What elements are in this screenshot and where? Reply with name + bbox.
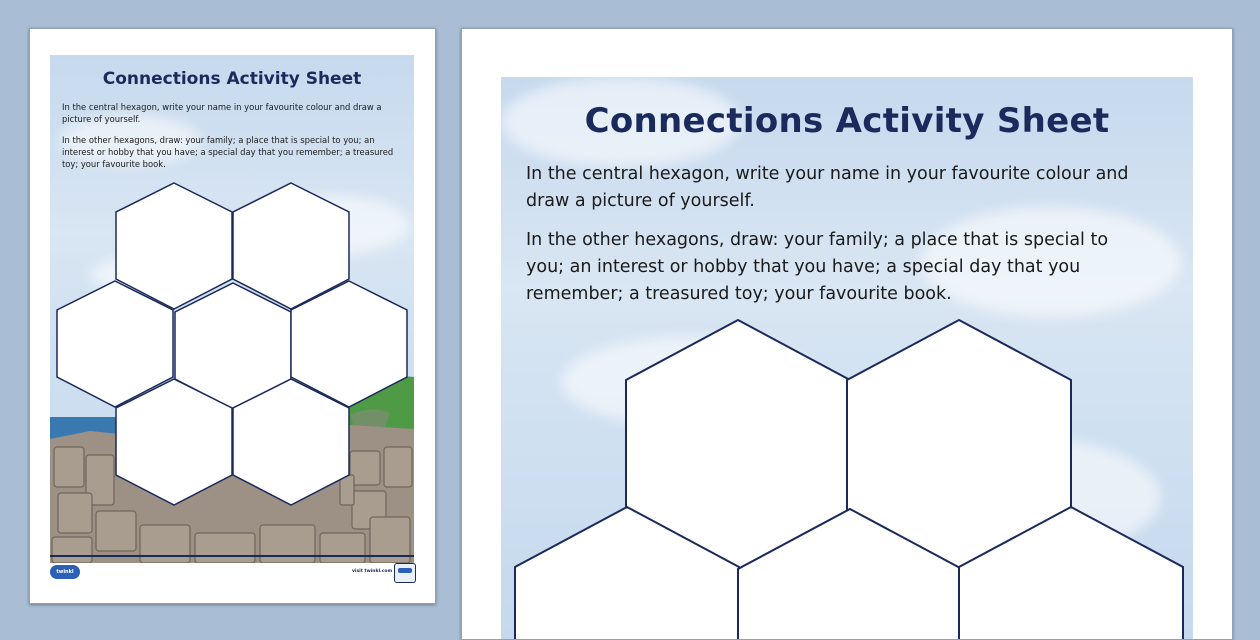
footer-divider (50, 555, 414, 557)
instruction-other-hexagons-zoomed: In the other hexagons, draw: your family; a place that is special to you; an interest or hobby that you have; a special day that you remember; a treasured toy; your favourite book. (526, 230, 1109, 304)
hexagon-grid-zoomed (515, 320, 1183, 640)
visit-website-text: visit twinkl.com (352, 569, 393, 574)
instruction-central-hexagon: In the central hexagon, write your name in your favourite colour and draw a picture of yourself. (62, 102, 382, 124)
sheet-title: Connections Activity Sheet (102, 69, 362, 89)
instruction-central-hexagon-zoomed: In the central hexagon, write your name in your favourite colour and draw a picture of yourself. (526, 164, 1129, 211)
sky-background-zoomed (501, 77, 1193, 640)
quality-badge-icon (394, 563, 416, 583)
activity-sheet-zoomed (461, 28, 1233, 640)
instruction-other-hexagons: In the other hexagons, draw: your family; a place that is special to you; an interest or hobby that you have; a special day that you remember; a treasured toy; your favourite book. (62, 135, 394, 169)
sheet-title-zoomed: Connections Activity Sheet (584, 101, 1110, 141)
sky-background (50, 55, 414, 563)
activity-sheet-thumbnail (29, 28, 436, 604)
giants-causeway-illustration (50, 55, 414, 563)
twinkl-logo-icon: twinkl (50, 565, 80, 579)
